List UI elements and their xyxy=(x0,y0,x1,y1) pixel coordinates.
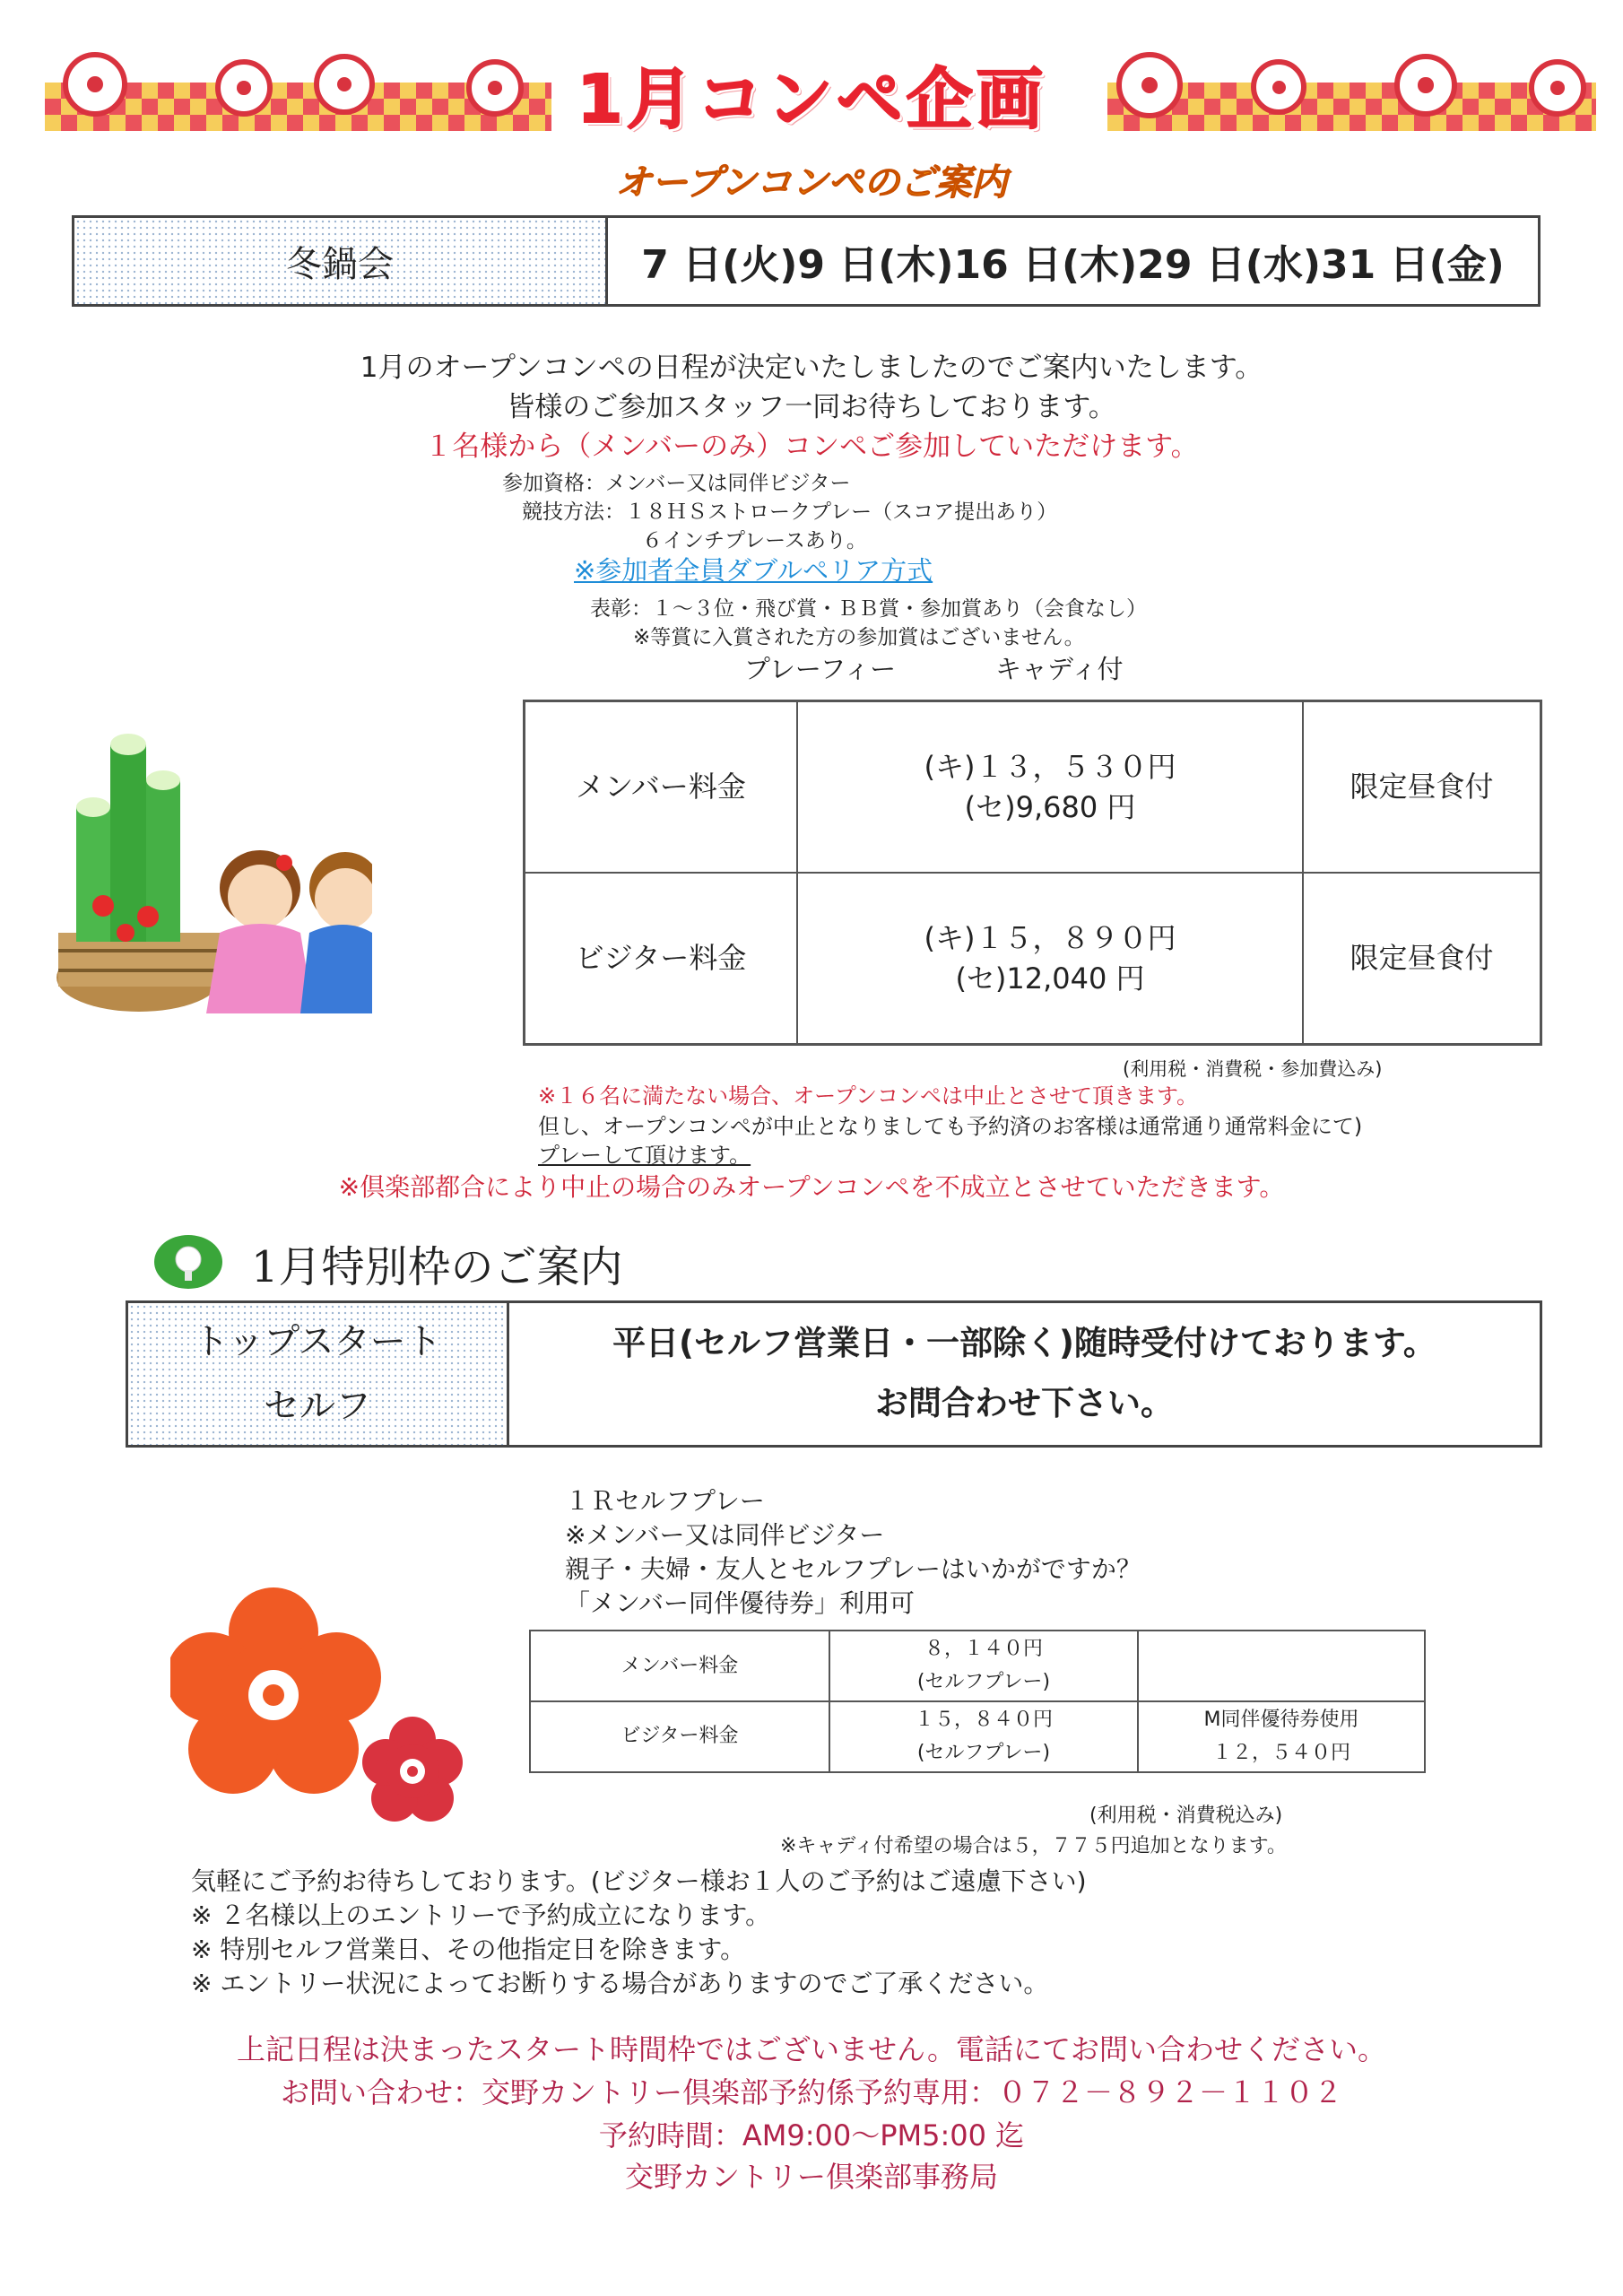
fee-price xyxy=(797,701,1303,874)
club-note: ※倶楽部都合により中止の場合のみオープンコンペを不成立とさせていただきます。 xyxy=(338,1172,1285,1202)
self-note-4: ※ エントリー状況によってお断りする場合がありますのでご了承ください。 xyxy=(191,1969,1049,1998)
special-text xyxy=(508,1302,1541,1447)
plum-blossom-illustration xyxy=(170,1578,493,1830)
footer-contact: お問い合わせ：交野カントリー倶楽部予約係予約専用：０７２－８９２－１１０２ xyxy=(280,2075,1342,2109)
special-detail-1: １Ｒセルフプレー xyxy=(565,1486,765,1516)
footer-line-1: 上記日程は決まったスタート時間枠ではございません。電話にてお問い合わせください。 xyxy=(237,2032,1386,2066)
cancel-note: ※１６名に満たない場合、オープンコンペは中止とさせて頂きます。 xyxy=(538,1083,1199,1109)
fee-price-caddie: (キ)１５，８９０円 xyxy=(924,920,1176,955)
golf-ball-icon xyxy=(152,1231,224,1293)
competition-name: 冬鍋会 xyxy=(74,217,607,306)
self-fee-label: ビジター料金 xyxy=(530,1701,829,1772)
special-heading: 1月特別枠のご案内 xyxy=(251,1242,623,1292)
intro-line-1: 1月のオープンコンペの日程が決定いたしましたのでご案内いたします。 xyxy=(360,352,1263,384)
self-note-2: ※ ２名様以上のエントリーで予約成立になります。 xyxy=(191,1900,771,1930)
fee-table xyxy=(523,700,1542,1046)
method: 競技方法：１８ＨＳストロークプレー（スコア提出あり） xyxy=(522,500,1058,524)
awards-note: ※等賞に入賞された方の参加賞はございません。 xyxy=(633,626,1085,649)
fee-label: メンバー料金 xyxy=(525,701,798,874)
awards: 表彰：１～３位・飛び賞・ＢＢ賞・参加賞あり（会食なし） xyxy=(590,597,1147,621)
self-fee-amount: １５，８４０円 xyxy=(914,1708,1053,1731)
fee-tax-note: (利用税・消費税・参加費込み) xyxy=(1123,1058,1383,1080)
self-fee-extra xyxy=(1138,1631,1425,1701)
fee-label: ビジター料金 xyxy=(525,873,798,1045)
self-fee-note: (セルフプレー) xyxy=(916,1742,1051,1765)
self-fee-extra-2: １２，５４０円 xyxy=(1211,1742,1350,1765)
competition-table xyxy=(72,215,1541,307)
peoria-method: ※参加者全員ダブルペリア方式 xyxy=(574,555,933,586)
fee-meal: 限定昼食付 xyxy=(1303,873,1541,1045)
special-label-self: セルフ xyxy=(264,1386,371,1427)
self-fee-price xyxy=(829,1701,1138,1772)
page-title: 1月コンペ企画 xyxy=(577,61,1046,138)
plum-flower-icon xyxy=(170,1587,381,1794)
table-row xyxy=(530,1631,1425,1701)
fee-meal: 限定昼食付 xyxy=(1303,701,1541,874)
table-row xyxy=(530,1701,1425,1772)
kadomatsu-icon xyxy=(56,734,221,1012)
fee-price-self: (セ)12,040 円 xyxy=(955,961,1145,996)
self-fee-label: メンバー料金 xyxy=(530,1631,829,1701)
fee-header-b: キャディ付 xyxy=(995,654,1124,684)
preface: ６インチプレースあり。 xyxy=(642,529,867,552)
fee-header-a: プレーフィー xyxy=(744,654,897,684)
page-subtitle: オープンコンペのご案内 xyxy=(615,162,1008,204)
intro-line-2: 皆様のご参加スタッフ一同お待ちしております。 xyxy=(507,391,1116,423)
self-fee-table xyxy=(529,1630,1426,1773)
intro-line-3: １名様から（メンバーのみ）コンペご参加していただけます。 xyxy=(424,430,1199,463)
self-fee-price xyxy=(829,1631,1138,1701)
special-detail-2: ※メンバー又は同伴ビジター xyxy=(565,1520,885,1550)
special-table xyxy=(126,1300,1542,1448)
footer-office: 交野カントリー倶楽部事務局 xyxy=(624,2160,998,2194)
fee-price-self: (セ)9,680 円 xyxy=(964,789,1136,824)
self-note-1: 気軽にご予約お待ちしております。(ビジター様お１人のご予約はご遠慮下さい) xyxy=(191,1866,1087,1896)
special-text-1: 平日(セルフ営業日・一部除く)随時受付けております。 xyxy=(612,1324,1436,1363)
fee-price xyxy=(797,873,1303,1045)
competition-dates: 7 日(火)9 日(木)16 日(木)29 日(水)31 日(金) xyxy=(607,217,1540,306)
new-year-illustration xyxy=(49,709,372,1031)
fee-price-caddie: (キ)１３，５３０円 xyxy=(924,749,1176,784)
self-note-3: ※ 特別セルフ営業日、その他指定日を除きます。 xyxy=(191,1935,746,1964)
eligibility: 参加資格：メンバー又は同伴ビジター xyxy=(502,472,851,495)
self-fee-note: (セルフプレー) xyxy=(916,1671,1051,1694)
table-row xyxy=(525,701,1541,874)
self-fee-extra-1: M同伴優待券使用 xyxy=(1203,1708,1359,1731)
table-row xyxy=(525,873,1541,1045)
self-fee-extra xyxy=(1138,1701,1425,1772)
caddie-note: ※キャディ付希望の場合は５，７７５円追加となります。 xyxy=(780,1835,1287,1857)
self-fee-amount: ８，１４０円 xyxy=(924,1638,1043,1660)
but-note: 但し、オープンコンペが中止となりましても予約済のお客様は通常通り通常料金にて) xyxy=(538,1114,1363,1139)
self-tax-note: (利用税・消費税込み) xyxy=(1089,1805,1283,1827)
special-label-top: トップスタート xyxy=(193,1321,442,1362)
footer-hours: 予約時間：AM9:00～PM5:00 迄 xyxy=(598,2118,1025,2152)
special-detail-3: 親子・夫婦・友人とセルフプレーはいかがですか？ xyxy=(565,1554,1141,1584)
plum-flower-icon xyxy=(362,1717,463,1822)
girl-kimono-icon xyxy=(206,850,314,1013)
special-detail-4: 「メンバー同伴優待券」利用可 xyxy=(565,1588,916,1618)
play-note: プレーして頂けます。 xyxy=(538,1143,751,1168)
boy-kimono-icon xyxy=(300,852,372,1013)
special-text-2: お問合わせ下さい。 xyxy=(875,1384,1174,1422)
special-label xyxy=(127,1302,508,1447)
